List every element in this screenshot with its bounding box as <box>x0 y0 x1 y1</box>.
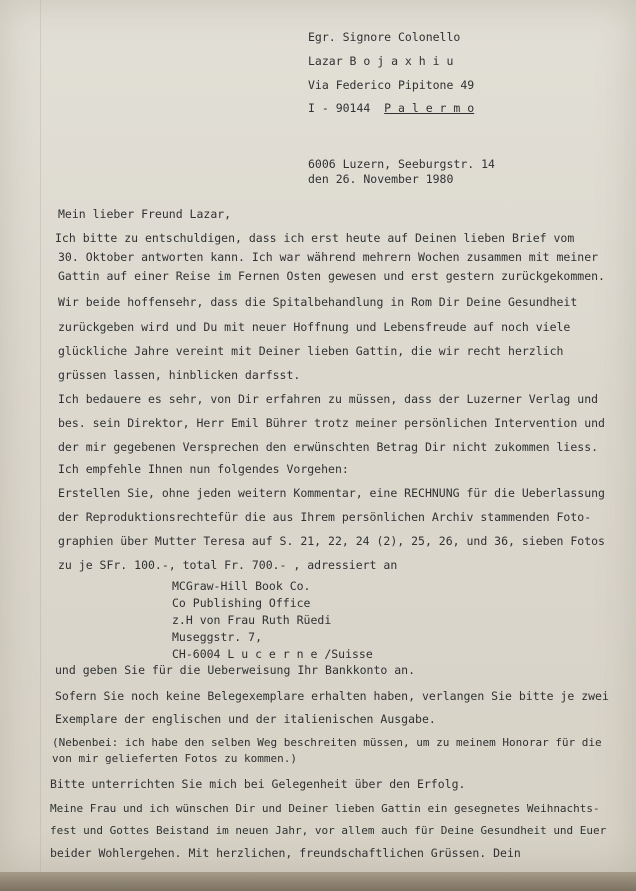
address-street: Via Federico Pipitone 49 <box>308 78 475 92</box>
paper-fold-line <box>40 0 41 872</box>
closing-line: Bitte unterrichten Sie mich bei Gelegenheit über den Erfolg. <box>50 777 466 791</box>
body-line: Gattin auf einer Reise im Fernen Osten gewesen und erst gestern zurückgekommen. <box>58 269 605 283</box>
body-line: Erstellen Sie, ohne jeden weitern Kommentar, eine RECHNUNG für die Ueberlassung <box>58 486 605 500</box>
letter-date: den 26. November 1980 <box>308 172 454 186</box>
background-surface <box>0 872 636 891</box>
closing-line: beider Wohlergehen. Mit herzlichen, freundschaftlichen Grüssen. Dein <box>50 846 521 860</box>
closing-line: und geben Sie für die Ueberweisung Ihr Bankkonto an. <box>55 663 416 677</box>
publisher-line: Museggstr. 7, <box>172 630 263 644</box>
greeting: Mein lieber Freund Lazar, <box>58 207 232 221</box>
body-line: Ich empfehle Ihnen nun folgendes Vorgehen: <box>58 462 349 476</box>
body-line: Ich bedauere es sehr, von Dir erfahren zu müssen, dass der Luzerner Verlag und <box>58 392 599 406</box>
publisher-line: Co Publishing Office <box>172 596 311 610</box>
closing-line: fest und Gottes Beistand im neuen Jahr, vor allem auch für Deine Gesundheit und Euer <box>50 824 607 837</box>
body-line: graphien über Mutter Teresa auf S. 21, 22, 24 (2), 25, 26, und 36, sieben Fotos <box>58 534 605 548</box>
address-salutation: Egr. Signore Colonello <box>308 30 461 44</box>
address-city: P a l e r m o <box>384 101 475 115</box>
publisher-line: MCGraw-Hill Book Co. <box>172 579 311 593</box>
body-line: der Reproduktionsrechtefür die aus Ihrem persönlichen Archiv stammenden Foto- <box>58 510 592 524</box>
publisher-line: z.H von Frau Ruth Rüedi <box>172 613 332 627</box>
body-line: bes. sein Direktor, Herr Emil Bührer trotz meiner persönlichen Intervention und <box>58 416 605 430</box>
body-line: Ich bitte zu entschuldigen, dass ich erst heute auf Deinen lieben Brief vom <box>55 231 575 245</box>
body-line: zu je SFr. 100.-, total Fr. 700.- , adressiert an <box>58 558 398 572</box>
address-city-line <box>308 101 474 115</box>
publisher-line: CH-6004 L u c e r n e /Suisse <box>172 647 373 661</box>
closing-line: Meine Frau und ich wünschen Dir und Deiner lieben Gattin ein gesegnetes Weihnachts- <box>50 802 600 815</box>
address-name: Lazar B o j a x h i u <box>308 54 454 68</box>
closing-line: Sofern Sie noch keine Belegexemplare erhalten haben, verlangen Sie bitte je zwei <box>55 689 609 703</box>
body-line: 30. Oktober antworten kann. Ich war während mehrern Wochen zusammen mit meiner <box>58 250 599 264</box>
body-line: der mir gegebenen Versprechen den erwünschten Betrag Dir nicht zukommen liess. <box>58 440 599 454</box>
address-postal: I - 90144 <box>308 101 371 115</box>
body-line: glückliche Jahre vereint mit Deiner lieben Gattin, die wir recht herzlich <box>58 344 564 358</box>
closing-line: von mir gelieferten Fotos zu kommen.) <box>52 752 298 765</box>
closing-line: (Nebenbei: ich habe den selben Weg beschreiten müssen, um zu meinem Honorar für die <box>52 736 602 749</box>
body-line: Wir beide hoffensehr, dass die Spitalbehandlung in Rom Dir Deine Gesundheit <box>58 295 578 309</box>
closing-line: Exemplare der englischen und der italienischen Ausgabe. <box>55 712 436 726</box>
sender-address: 6006 Luzern, Seeburgstr. 14 <box>308 157 495 171</box>
body-line: grüssen lassen, hinblicken darfsst. <box>58 368 301 382</box>
body-line: zurückgeben wird und Du mit neuer Hoffnung und Lebensfreude auf noch viele <box>58 320 571 334</box>
